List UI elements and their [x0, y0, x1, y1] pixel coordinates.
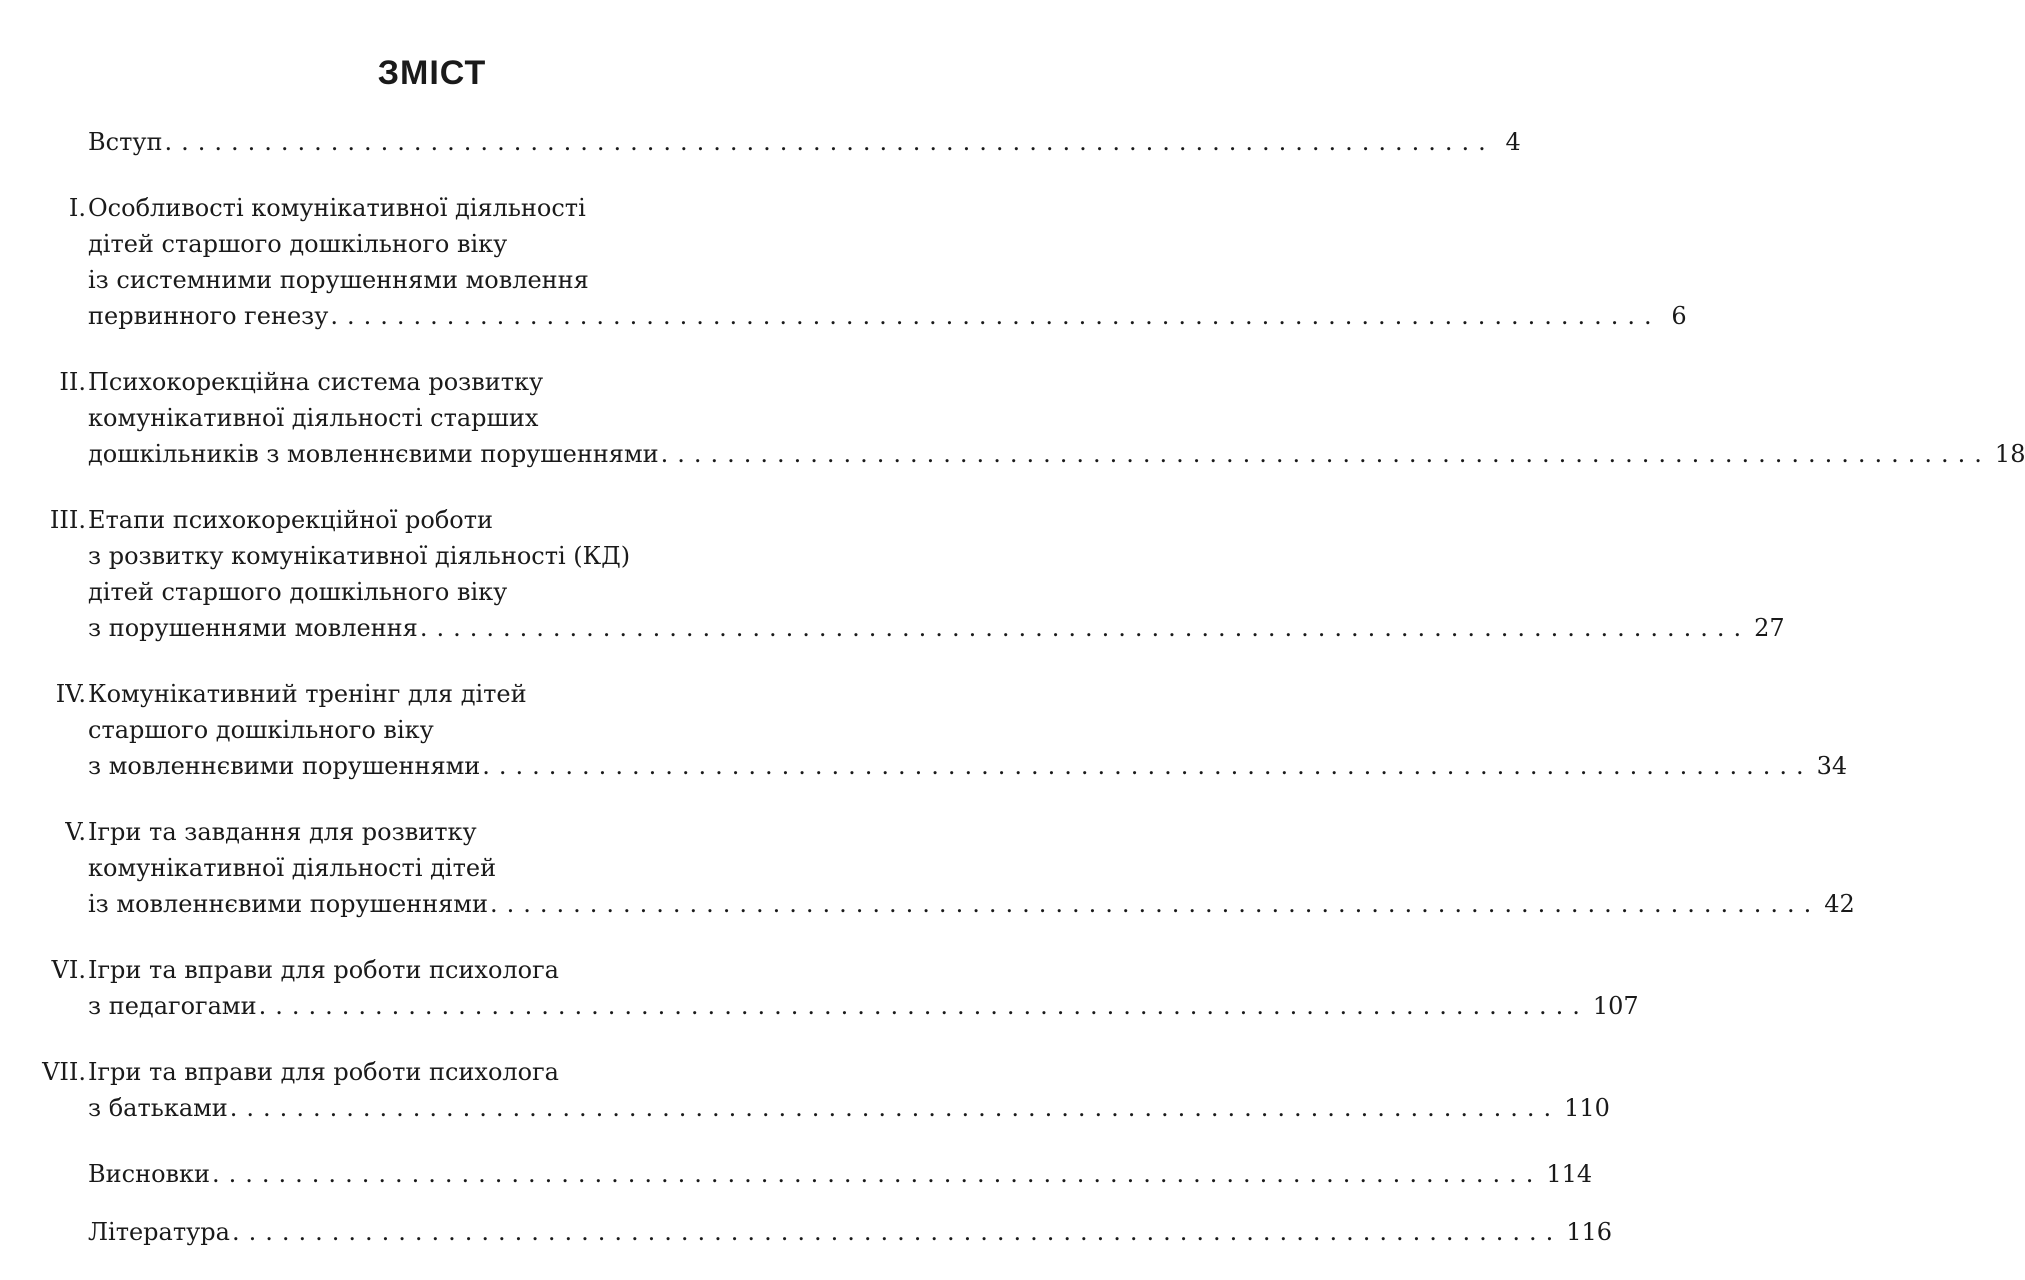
- toc-entry-line: Особливості комунікативної діяльності: [88, 194, 586, 222]
- toc-entry-line: Психокорекційна система розвитку: [88, 368, 544, 396]
- toc-entry-last-line: [88, 124, 1521, 160]
- toc-entry: [0, 190, 1687, 334]
- toc-entry-last-line: [88, 1156, 1593, 1192]
- page-number: 6: [1671, 302, 1687, 330]
- page-number: 110: [1564, 1094, 1610, 1122]
- dot-leader: ................................................................................: [231, 1218, 1563, 1246]
- dot-leader: ................................................................................: [258, 992, 1589, 1020]
- dot-leader: ................................................................................: [164, 128, 1495, 156]
- dot-leader: ................................................................................: [212, 1160, 1543, 1188]
- page-number: 18: [1994, 440, 2025, 468]
- toc-entry-line: Ігри та вправи для роботи психолога: [88, 1058, 559, 1086]
- toc-entry: [0, 1054, 1610, 1126]
- toc-entry-line: з розвитку комунікативної діяльності (КД): [88, 542, 631, 570]
- dot-leader: ................................................................................: [482, 752, 1813, 780]
- toc-entry-text: дошкільників з мовленнєвими порушеннями: [88, 440, 659, 468]
- dot-leader: ................................................................................: [229, 1094, 1561, 1122]
- toc-entry: [0, 676, 1848, 784]
- toc-entry-line: комунікативної діяльності дітей: [88, 854, 497, 882]
- toc-entry-text: з порушеннями мовлення: [88, 614, 418, 642]
- toc-entry-last-line: [88, 1090, 1610, 1126]
- toc-entry-text: Вступ: [88, 128, 163, 156]
- toc-entry-text: Висновки: [88, 1160, 211, 1188]
- page-number: 107: [1592, 992, 1639, 1020]
- toc-entry: [0, 952, 1639, 1024]
- toc-entry-line: комунікативної діяльності старших: [88, 404, 539, 432]
- toc-entry-last-line: [88, 886, 1855, 922]
- toc-entry-last-line: [88, 748, 1848, 784]
- toc-entry-line: із системними порушеннями мовлення: [88, 266, 589, 294]
- dot-leader: ................................................................................: [330, 302, 1661, 330]
- toc-entry-line: Ігри та вправи для роботи психолога: [88, 956, 559, 984]
- toc-entry: [0, 124, 1521, 160]
- chapter-number: IV.: [55, 680, 86, 708]
- page-number: 27: [1754, 614, 1785, 642]
- toc-entry-line: Ігри та завдання для розвитку: [88, 818, 477, 846]
- toc-entry: [0, 364, 2025, 472]
- page-number: 42: [1824, 890, 1855, 918]
- page-title: ЗМІСТ: [377, 54, 487, 92]
- page-number: 116: [1566, 1218, 1613, 1246]
- toc-entry: [0, 814, 1855, 922]
- toc-entry-last-line: [88, 610, 1785, 646]
- toc-entry-line: старшого дошкільного віку: [88, 716, 434, 744]
- toc-entry-last-line: [88, 988, 1639, 1024]
- chapter-number: I.: [68, 194, 86, 222]
- toc-entry-text: первинного генезу: [88, 302, 329, 330]
- dot-leader: ................................................................................: [660, 440, 1991, 468]
- toc-entry: [0, 502, 1785, 646]
- toc-entry-text: Література: [88, 1218, 230, 1246]
- page-number: 4: [1505, 128, 1521, 156]
- chapter-number: VI.: [51, 956, 86, 984]
- toc-entry-text: із мовленнєвими порушеннями: [88, 890, 488, 918]
- toc-entry-line: дітей старшого дошкільного віку: [88, 230, 508, 258]
- toc-entry-line: Комунікативний тренінг для дітей: [88, 680, 527, 708]
- chapter-number: III.: [49, 506, 86, 534]
- toc-entry-last-line: [88, 1214, 1613, 1250]
- dot-leader: ................................................................................: [489, 890, 1821, 918]
- toc-entry-text: з мовленнєвими порушеннями: [88, 752, 481, 780]
- toc-entry-text: з педагогами: [88, 992, 257, 1020]
- page-number: 34: [1816, 752, 1848, 780]
- page-number: 114: [1546, 1160, 1593, 1188]
- toc-entry: [0, 1156, 1593, 1192]
- toc-entry-text: з батьками: [88, 1094, 228, 1122]
- toc-entry-last-line: [88, 436, 2025, 472]
- dot-leader: ................................................................................: [419, 614, 1751, 642]
- chapter-number: V.: [65, 818, 86, 846]
- toc-entry-line: Етапи психокорекційної роботи: [88, 506, 493, 534]
- chapter-number: VII.: [42, 1058, 86, 1086]
- chapter-number: II.: [59, 368, 86, 396]
- toc-entry: [0, 1214, 1613, 1250]
- toc-entry-last-line: [88, 298, 1687, 334]
- toc-entry-line: дітей старшого дошкільного віку: [88, 578, 508, 606]
- table-of-contents: [0, 124, 2025, 1280]
